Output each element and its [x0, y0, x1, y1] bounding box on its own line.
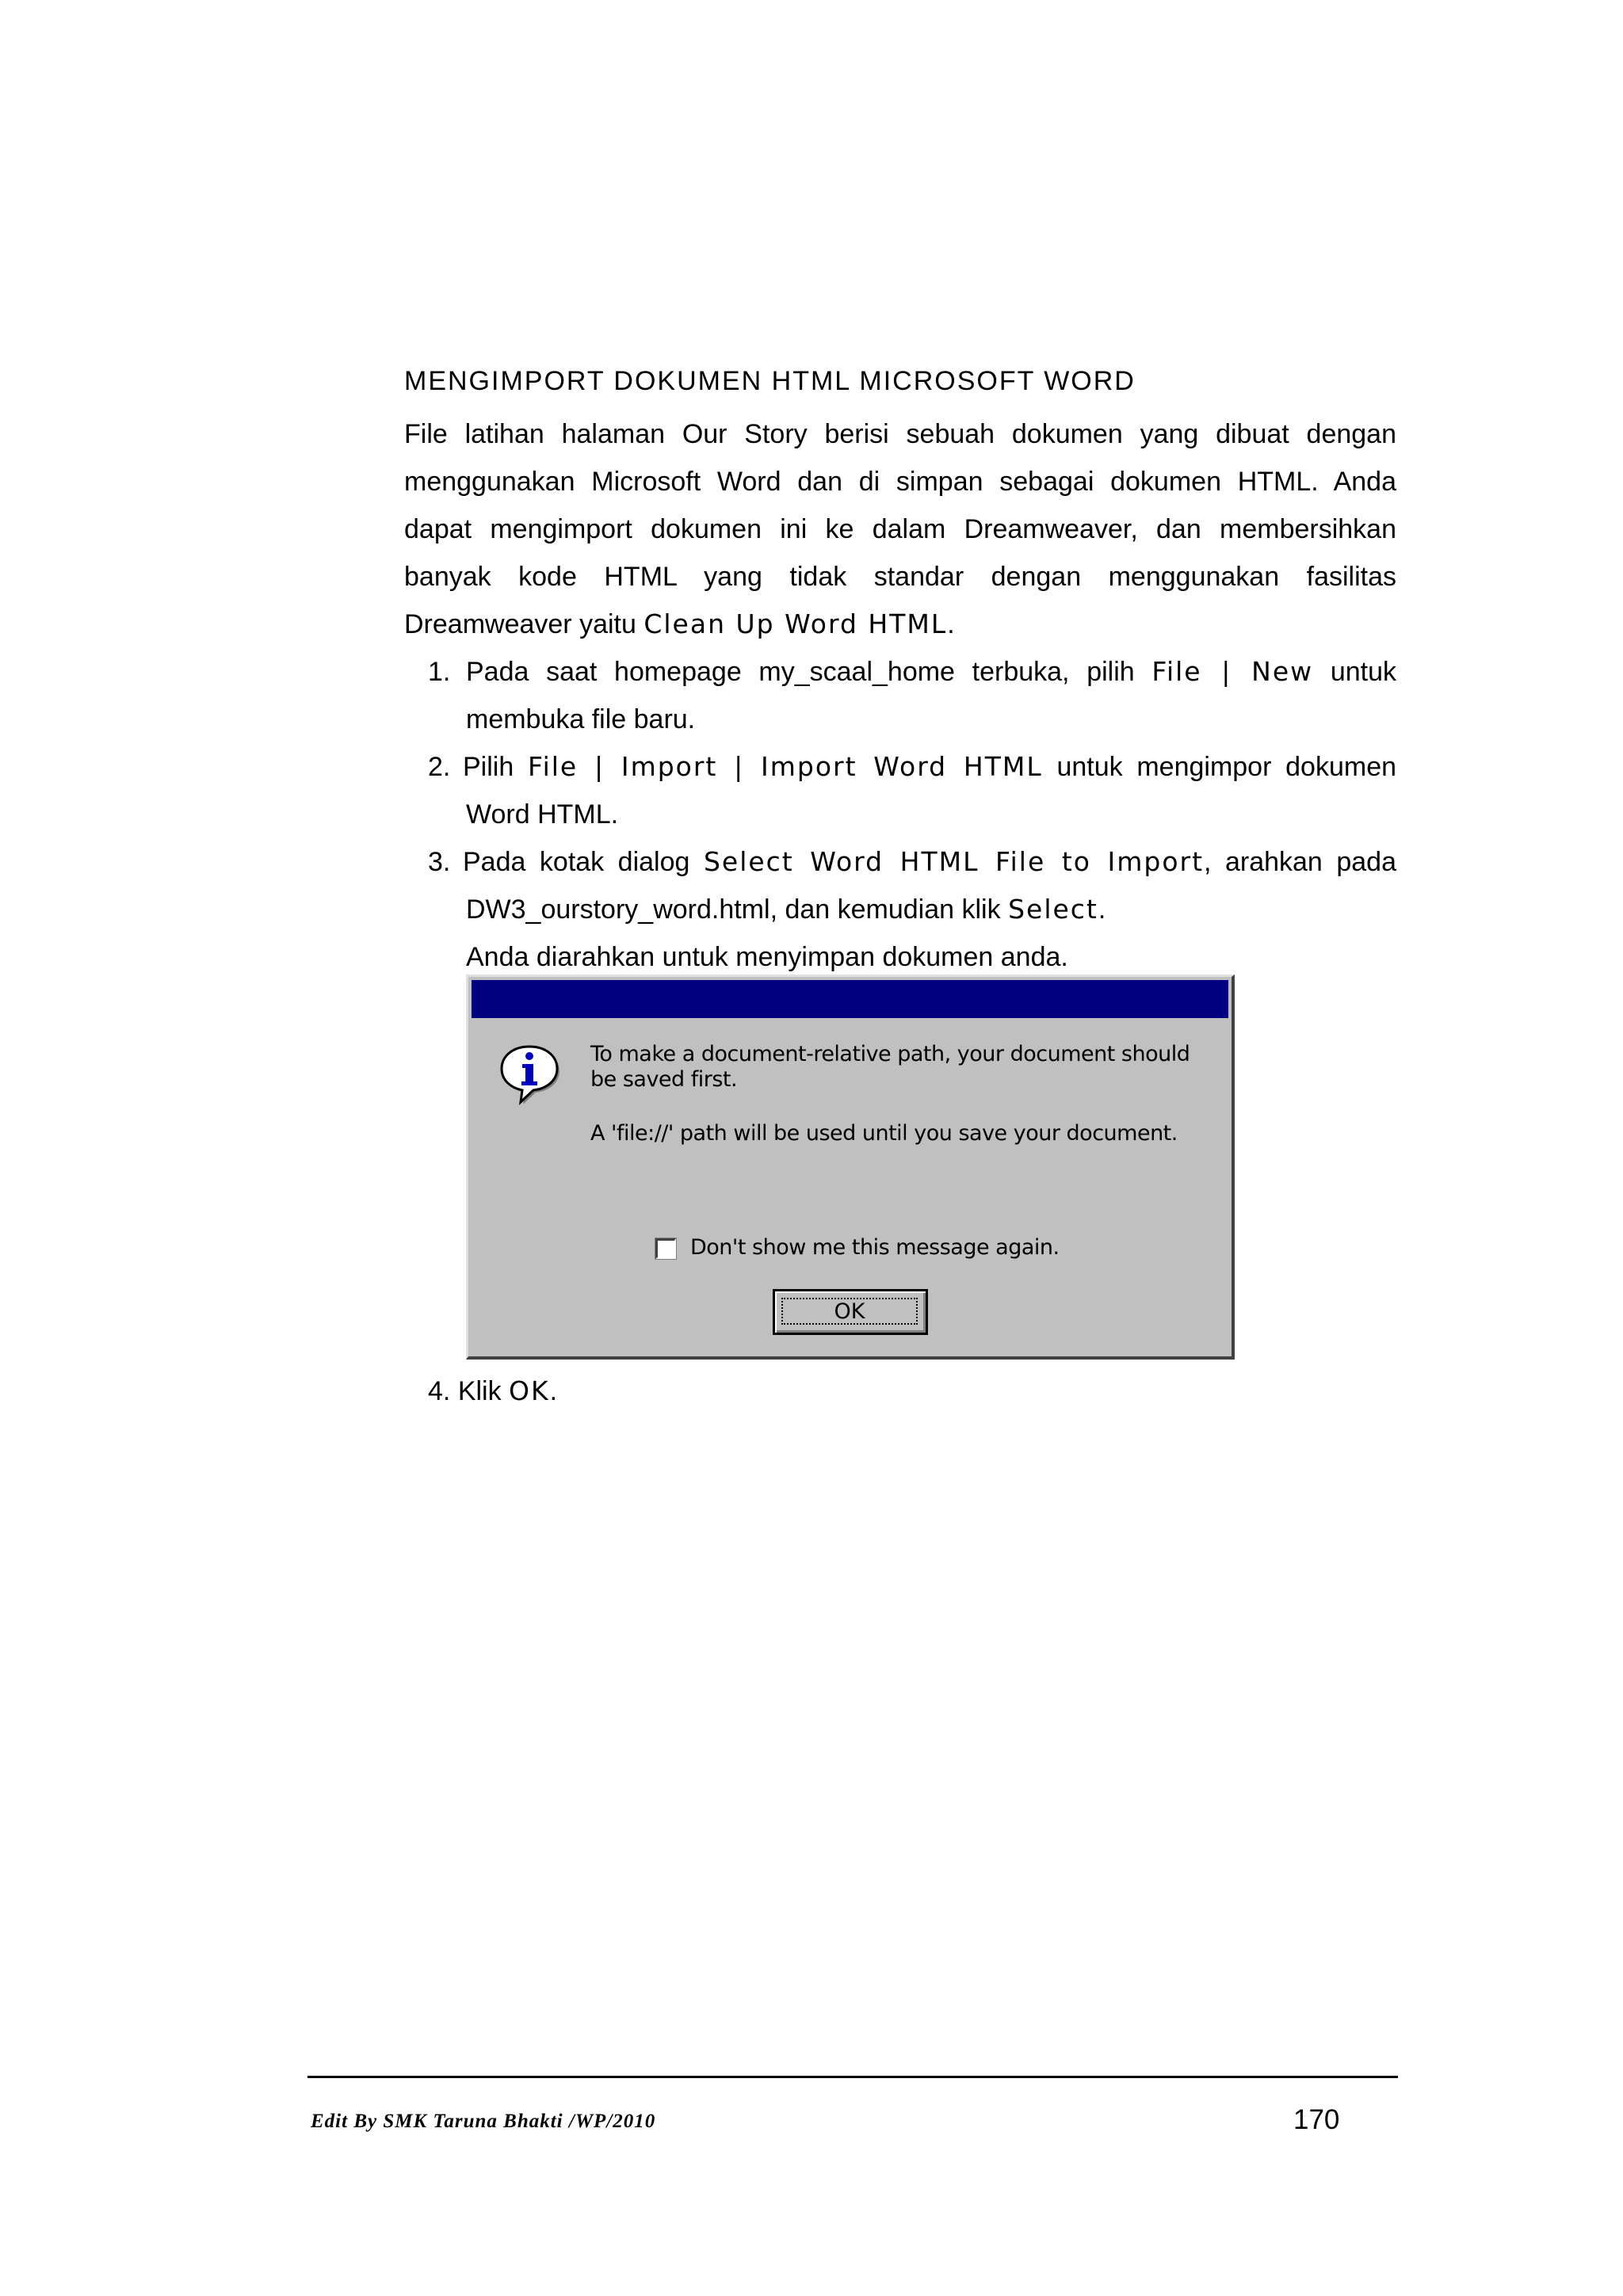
step-2-prefix: Pilih [463, 752, 528, 782]
step-1-suffix: untuk [1313, 657, 1396, 687]
step-3-line-2-prefix: DW3_ourstory_word.html, dan kemudian klik [466, 894, 1009, 925]
step-2-strong: File | Import | Import Word HTML [527, 751, 1043, 782]
step-1-prefix: Pada saat homepage my_scaal_home terbuka, pilih [466, 657, 1152, 687]
step-4-prefix: Klik [457, 1376, 510, 1406]
step-4-suffix: . [549, 1376, 558, 1406]
step-2-line-1 [463, 743, 1396, 791]
step-4-strong: OK [509, 1375, 550, 1406]
dialog-message-line-1: To make a document-relative path, your document should [590, 1042, 1190, 1066]
intro-line-5 [404, 601, 1396, 648]
dont-show-again-checkbox[interactable] [655, 1238, 676, 1259]
step-2-number: 2. [428, 752, 451, 782]
save-notice-dialog [466, 974, 1235, 1360]
step-4-number: 4. [428, 1376, 451, 1406]
footer-credit: Edit By SMK Taruna Bhakti /WP/2010 [311, 2111, 656, 2132]
intro-line-5-strong: Clean Up Word HTML [643, 608, 948, 639]
step-1-number: 1. [428, 657, 451, 687]
intro-line-2: menggunakan Microsoft Word dan di simpan sebagai dokumen HTML. Anda [404, 467, 1396, 497]
step-1-line-2: membuka file baru. [466, 704, 696, 734]
intro-line-4: banyak kode HTML yang tidak standar dengan menggunakan fasilitas [404, 562, 1396, 592]
step-4 [428, 1367, 557, 1415]
step-3-suffix: , arahkan pada [1204, 847, 1396, 877]
step-4-line [428, 1367, 557, 1415]
intro-line-5-prefix: Dreamweaver yaitu [404, 609, 644, 639]
step-1-line-1 [466, 648, 1396, 696]
step-3-line-3: Anda diarahkan untuk menyimpan dokumen anda. [466, 942, 1068, 972]
step-2-line-2: Word HTML. [466, 799, 619, 830]
footer-divider [307, 2076, 1398, 2078]
step-3-line-2-strong: Select [1008, 894, 1098, 925]
step-3-line-2-suffix: . [1098, 894, 1106, 925]
info-icon [497, 1042, 562, 1107]
ok-button[interactable] [773, 1289, 928, 1335]
dialog-message-line-2: be saved first. [590, 1067, 738, 1092]
step-1 [466, 648, 1396, 743]
step-1-strong: File | New [1151, 656, 1314, 687]
step-2 [463, 743, 1396, 838]
step-3 [463, 838, 1396, 981]
section-title: MENGIMPORT DOKUMEN HTML MICROSOFT WORD [404, 366, 1136, 396]
intro-line-5-suffix: . [947, 609, 955, 639]
ok-button-label: OK [781, 1298, 918, 1325]
step-2-suffix: untuk mengimpor dokumen [1042, 752, 1397, 782]
step-3-line-1 [463, 838, 1396, 886]
intro-line-3: dapat mengimport dokumen ini ke dalam Dreamweaver, dan membersihkan [404, 514, 1396, 544]
dont-show-again-label[interactable]: Don't show me this message again. [690, 1235, 1060, 1260]
step-3-line-2 [463, 886, 1396, 933]
page-number: 170 [1293, 2104, 1340, 2135]
step-3-prefix: Pada kotak dialog [463, 847, 704, 877]
intro-paragraph [404, 410, 1396, 648]
intro-line-1: File latihan halaman Our Story berisi sebuah dokumen yang dibuat dengan [404, 419, 1396, 449]
dialog-message-line-3: A 'file://' path will be used until you save your document. [590, 1121, 1178, 1146]
step-3-strong: Select Word HTML File to Import [703, 846, 1205, 877]
dialog-titlebar [472, 980, 1228, 1018]
step-3-number: 3. [428, 847, 451, 877]
